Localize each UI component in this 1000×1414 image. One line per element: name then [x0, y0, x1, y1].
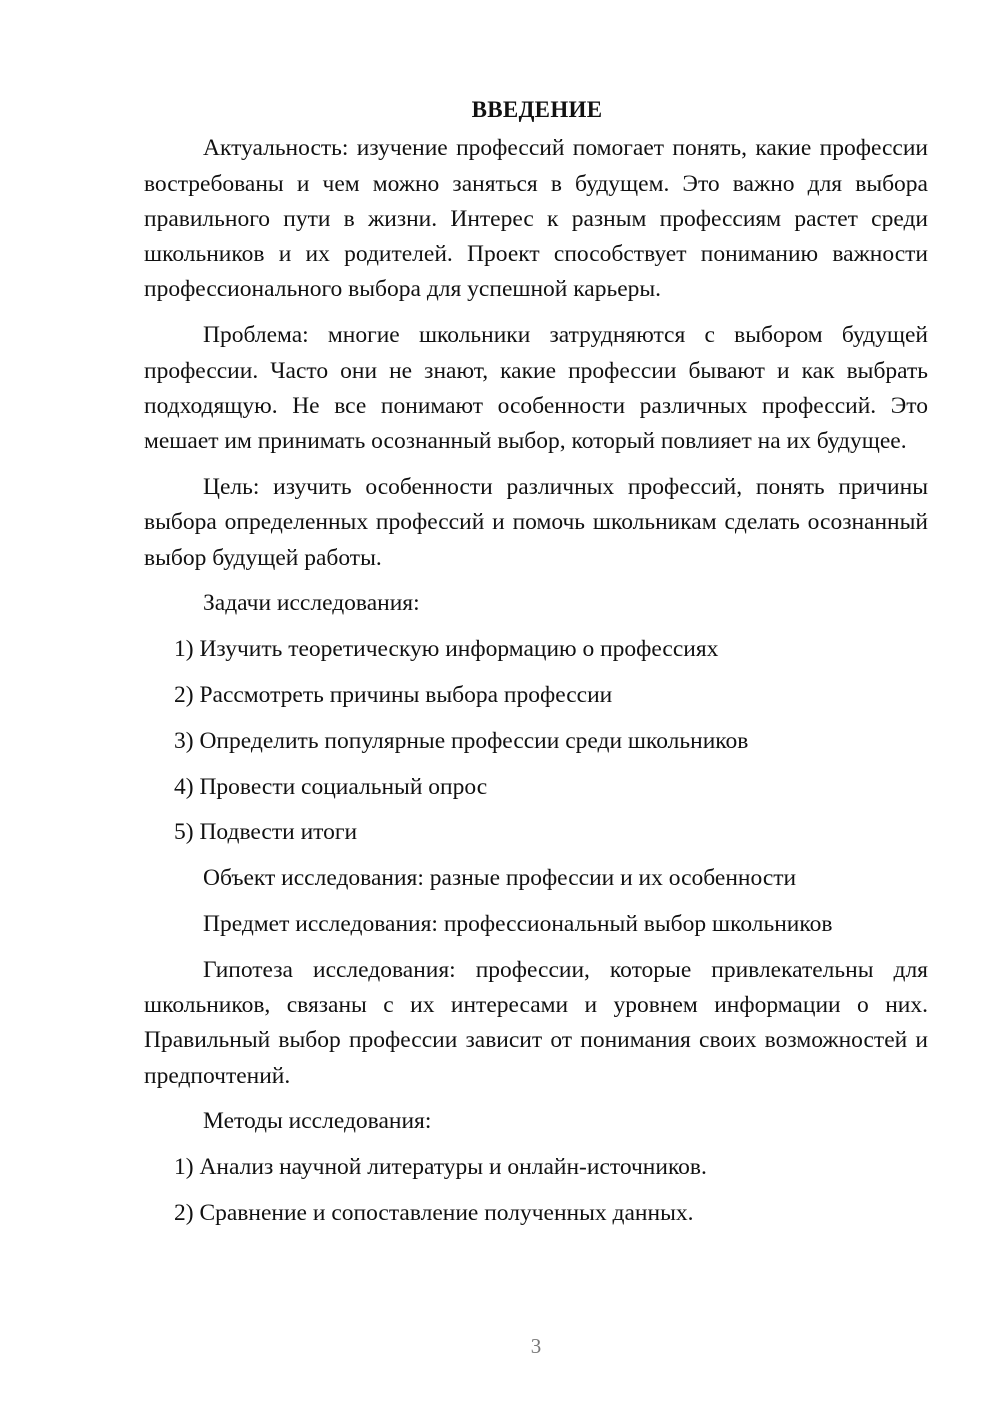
tasks-heading: Задачи исследования: — [203, 590, 420, 617]
task-item-5: 5) Подвести итоги — [174, 819, 358, 846]
research-object: Объект исследования: разные профессии и их особенности — [203, 865, 797, 892]
method-item-1: 1) Анализ научной литературы и онлайн-источников. — [174, 1154, 707, 1181]
relevance-paragraph: Актуальность: изучение профессий помогает понять, какие профессии востребованы и чем можно заняться в будущем. Это важно для выбора правильного пути в жизни. Интерес к разным профессиям растет среди школьников и их родителей. Проект способствует пониманию важности профессионального выбора для успешной карьеры. — [144, 135, 928, 303]
task-item-2: 2) Рассмотреть причины выбора профессии — [174, 681, 613, 708]
methods-heading: Методы исследования: — [203, 1108, 432, 1135]
research-subject: Предмет исследования: профессиональный выбор школьников — [203, 910, 833, 937]
goal-paragraph: Цель: изучить особенности различных профессий, понять причины выбора определенных профессий и помочь школьникам сделать осознанный выбор будущей работы. — [144, 473, 928, 571]
problem-paragraph: Проблема: многие школьники затрудняются с выбором будущей профессии. Часто они не знают, какие профессии бывают и как выбрать подходящую. Не все понимают особенности различных профессий. Это мешает им принимать осознанный выбор, который повлияет на их будущее. — [144, 322, 928, 455]
section-title: ВВЕДЕНИЕ — [471, 97, 603, 122]
task-item-4: 4) Провести социальный опрос — [174, 773, 488, 800]
method-item-2: 2) Сравнение и сопоставление полученных данных. — [174, 1200, 694, 1227]
task-item-1: 1) Изучить теоретическую информацию о профессиях — [174, 636, 719, 663]
page-content — [144, 92, 928, 1242]
page-number: 3 — [530, 1334, 542, 1358]
task-item-3: 3) Определить популярные профессии среди школьников — [174, 727, 749, 754]
hypothesis-paragraph: Гипотеза исследования: профессии, которые привлекательны для школьников, связаны с их интересами и уровнем информации о них. Правильный выбор профессии зависит от понимания своих возможностей и предпочтений. — [144, 956, 928, 1089]
